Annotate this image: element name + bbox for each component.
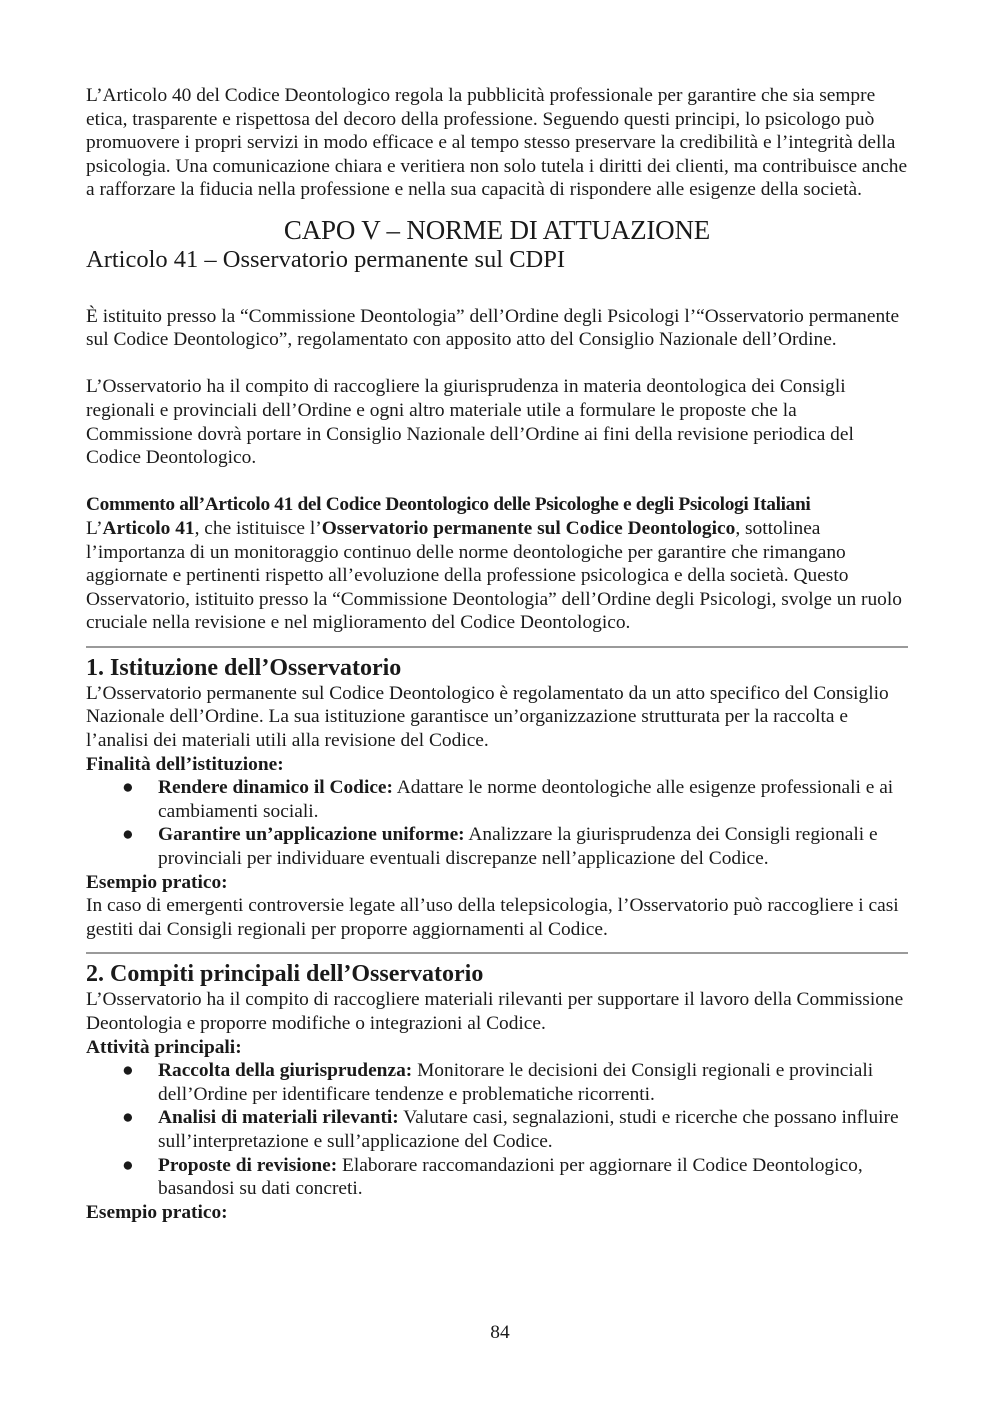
article-paragraph-1: È istituito presso la “Commissione Deontologia” dell’Ordine degli Psicologi l’“Osservatorio permanente sul Codice Deontologico”, regolamentato con apposito atto del Consiglio Nazionale dell’Ordine. xyxy=(86,305,900,351)
section-1-example-label: Esempio pratico: xyxy=(86,871,228,893)
section-1-text: L’Osservatorio permanente sul Codice Deontologico è regolamentato da un atto specifico del Consiglio Nazionale dell’Ordine. La sua istituzione garantisce un’organizzazione strutturata per la raccolta e l’analisi dei materiali utili alla revisione del Codice. xyxy=(86,682,889,752)
section-2-text: L’Osservatorio ha il compito di raccogliere materiali rilevanti per supportare il lavoro della Commissione Deontologia e proporre modifiche o integrazioni al Codice. xyxy=(86,989,904,1034)
bullet-icon: ● xyxy=(122,824,134,846)
section-1-list-label: Finalità dell’istituzione: xyxy=(86,753,284,775)
list-item xyxy=(86,776,908,823)
bullet-icon: ● xyxy=(122,1154,134,1176)
commentary-intro-mid: , che istituisce l’ xyxy=(194,517,322,539)
section-2-example-label: Esempio pratico: xyxy=(86,1201,228,1223)
bullet-icon: ● xyxy=(122,1107,134,1129)
spacer xyxy=(86,281,908,305)
list-item-label: Proposte di revisione: xyxy=(158,1154,338,1176)
list-item xyxy=(86,1106,908,1153)
list-item-label: Analisi di materiali rilevanti: xyxy=(158,1107,399,1129)
article-title: Articolo 41 – Osservatorio permanente sul CDPI xyxy=(86,245,566,273)
list-item-text: Analizzare la giurisprudenza dei Consigli regionali e provinciali per individuare eventuali discrepanze nell’applicazione del Codice. xyxy=(158,824,878,870)
list-item-text: Adattare le norme deontologiche alle esigenze professionali e ai cambiamenti sociali. xyxy=(158,777,894,822)
section-2-bullet-list xyxy=(86,1059,908,1201)
bullet-icon: ● xyxy=(122,1060,134,1082)
section-1-title: 1. Istituzione dell’Osservatorio xyxy=(86,654,402,681)
section-2-title: 2. Compiti principali dell’Osservatorio xyxy=(86,961,484,988)
commentary-intro-post: , sottolinea l’importanza di un monitoraggio continuo delle norme deontologiche per garantire che rimangano aggiornate e pertinenti rispetto all’evoluzione della professione psicologica e della società. Questo Osservatorio, istituito presso la “Commissione Deontologia” dell’Ordine degli Psicologi, svolge un ruolo cruciale nella revisione e nel miglioramento del Codice Deontologico. xyxy=(86,517,902,634)
bullet-icon: ● xyxy=(122,777,134,799)
list-item xyxy=(86,823,908,870)
intro-paragraph: L’Articolo 40 del Codice Deontologico regola la pubblicità professionale per garantire che sia sempre etica, trasparente e rispettosa del decoro della professione. Seguendo questi principi, lo psicologo può promuovere i propri servizi in modo efficace e al tempo stesso preservare la credibilità e l’integrità della psicologia. Una comunicazione chiara e veritiera non solo tutela i diritti dei clienti, ma contribuisce anche a rafforzare la fiducia nella professione e nella sua capacità di rispondere alle esigenze della società. xyxy=(86,85,908,201)
spacer xyxy=(86,352,908,376)
section-divider xyxy=(86,646,908,648)
commentary-intro xyxy=(86,517,908,635)
spacer xyxy=(86,470,908,494)
commentary-title: Commento all’Articolo 41 del Codice Deontologico delle Psicologhe e degli Psicologi Italiani xyxy=(86,494,811,516)
article-paragraph-2: L’Osservatorio ha il compito di raccogliere la giurisprudenza in materia deontologica dei Consigli regionali e provinciali dell’Ordine e ogni altro materiale utile a formulare le proposte che la Commissione dovrà portare in Consiglio Nazionale dell’Ordine ai fini della revisione periodica del Codice Deontologico. xyxy=(86,376,854,469)
list-item-text: Valutare casi, segnalazioni, studi e ricerche che possano influire sull’interpretazione e sull’applicazione del Codice. xyxy=(158,1107,899,1152)
chapter-title: CAPO V – NORME DI ATTUAZIONE xyxy=(283,214,711,245)
commentary-intro-pre: L’ xyxy=(86,517,103,539)
list-item-label: Garantire un’applicazione uniforme: xyxy=(158,824,465,846)
section-2-list-label: Attività principali: xyxy=(86,1036,242,1058)
section-1-example-text: In caso di emergenti controversie legate all’uso della telepsicologia, l’Osservatorio può raccogliere i casi gestiti dai Consigli regionali per proporre aggiornamenti al Codice. xyxy=(86,895,899,940)
section-1-bullet-list xyxy=(86,776,908,870)
list-item xyxy=(86,1154,908,1201)
document-page xyxy=(86,84,908,1224)
list-item xyxy=(86,1059,908,1106)
page-number: 84 xyxy=(490,1322,510,1343)
list-item-label: Rendere dinamico il Codice: xyxy=(158,777,393,799)
commentary-observatory-ref: Osservatorio permanente sul Codice Deontologico xyxy=(321,517,736,539)
commentary-article-ref: Articolo 41 xyxy=(102,517,195,539)
list-item-label: Raccolta della giurisprudenza: xyxy=(158,1060,413,1082)
list-item-text: Monitorare le decisioni dei Consigli regionali e provinciali dell’Ordine per identificare tendenze e problematiche ricorrenti. xyxy=(158,1060,874,1105)
list-item-text: Elaborare raccomandazioni per aggiornare il Codice Deontologico, basandosi su dati concreti. xyxy=(158,1154,863,1200)
section-divider xyxy=(86,952,908,954)
